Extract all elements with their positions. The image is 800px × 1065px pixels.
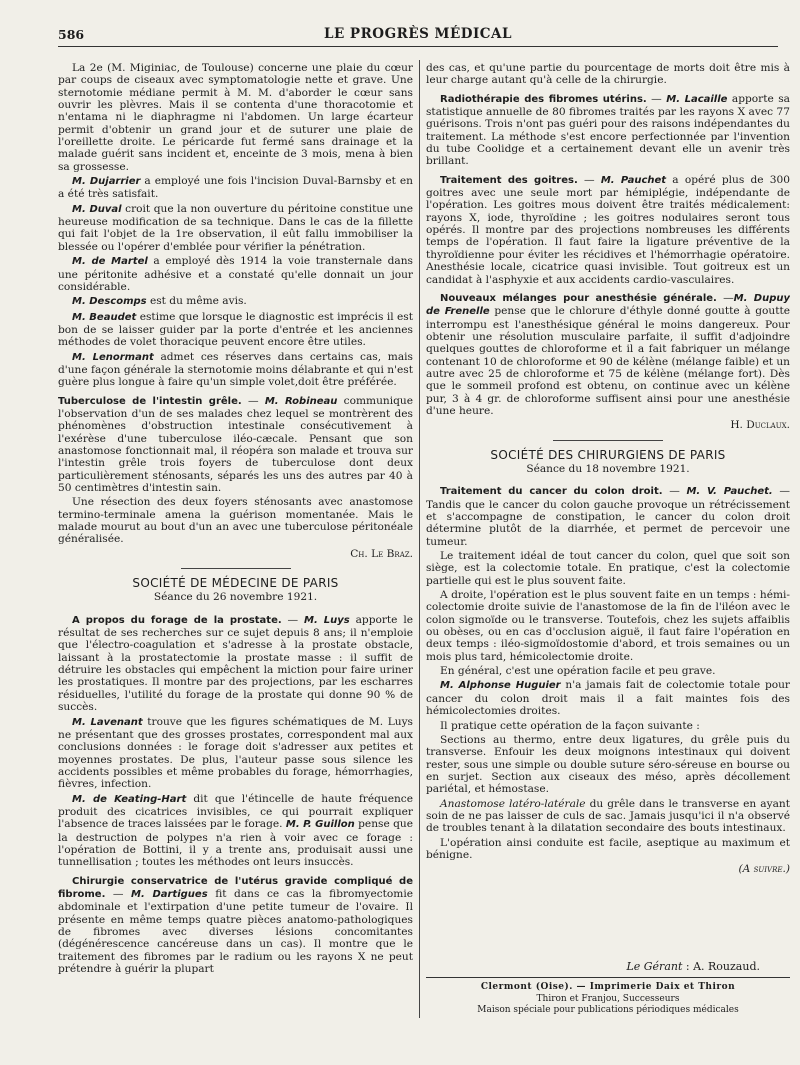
paragraph: En général, c'est une opération facile et peu grave. (440, 665, 716, 678)
left-column (58, 62, 413, 1027)
section-heading: Radiothérapie des fibromes utérins. (440, 93, 647, 105)
society-title: SOCIÉTÉ DE MÉDECINE DE PARIS (132, 576, 339, 591)
session-date: Séance du 18 novembre 1921. (526, 462, 690, 475)
section-heading: Traitement du cancer du colon droit. (440, 486, 663, 498)
section-heading: Nouveaux mélanges pour anesthésie générale. (440, 292, 717, 304)
paragraph: Nouveaux mélanges pour anesthésie générale. —M. Dupuy de Frenelle pense que le chlorure d'éthyle donné goutte à goutte interrompu est l'anesthésique général le moins dangereux. Pour obtenir une résolution musculaire parfaite, il suffit d'adjoindre quelques gouttes de chloroforme et il a fait fabriquer un mélange contenant 10 de chloroforme et 90 de kélène (mélange faible) et un autre avec 25 de chloroforme et 75 de kélène (mélange fort). Dès que le sommeil profond est obtenu, on continue avec un kélène pur, 3 à 4 gr. de chloroforme suffisent ainsi pour une anesthésie d'une heure. (426, 291, 790, 417)
paragraph: M. Lenormant admet ces réserves dans certains cas, mais d'une façon générale la sternotomie moins délabrante et qui n'est guère plus longue à faire qu'un simple volet,doit être préférée. (58, 350, 413, 389)
paragraph: L'opération ainsi conduite est facile, aseptique au maximum et bénigne. (426, 836, 790, 861)
section-heading: Tuberculose de l'intestin grêle. (58, 395, 242, 407)
paragraph: A propos du forage de la prostate. — M. Luys apporte le résultat de ses recherches sur ce sujet depuis 8 ans; il n'emploie que l'électro-coagulation et s'adresse à la prostate obstacle, laissant à la prostatectomie la prostate masse : il suffit de détruire les obstacles qui empêchent la miction pour faire uriner les prostatiques. Il montre par des projections, par les escharres résiduelles, l'utilité du forage de la prostate qui donne 90 % de succès. (58, 613, 413, 714)
paragraph: M. Alphonse Huguier n'a jamais fait de colectomie totale pour cancer du colon droit mais il a fait maintes fois des hémicolectomies droites. (426, 679, 790, 718)
paragraph: M. Dujarrier a employé une fois l'incision Duval-Barnsby et en a été très satisfait. (58, 175, 413, 201)
paragraph: Traitement du cancer du colon droit. — M. V. Pauchet. — Tandis que le cancer du colon gauche provoque un rétrécissement et s'accompagne de constipation, le cancer du colon droit détermine plutôt de la diarrhée, et permet de percevoir une tumeur. (426, 485, 790, 548)
paragraph: M. Lavenant trouve que les figures schématiques de M. Luys ne présentant que des grosses prostates, correspondent mal aux conclusions données : le forage doit s'adresser aux petites et moyennes prostates. De plus, l'auteur passe sous silence les accidents possibles et même probables du forage, hémorrhagies, fièvres, infection. (58, 715, 413, 791)
paragraph: Traitement des goitres. — M. Pauchet a opéré plus de 300 goitres avec une seule mort par hémiplégie, indépendante de l'opération. Les goitres mous doivent être traités médicalement: rayons X, iode, thyroïdine ; les goitres nodulaires seront tous opérés. Il montre par des projections nombreuses les différents temps de l'opération. Il faut faire la ligature préventive de la thyroïdienne pour éviter les récidives et l'hémorrhagie opératoire. Anesthésie locale, cicatrice quasi invisible. Tout goitreux est un candidat à l'asphyxie et aux accidents cardio-vasculaires. (426, 173, 790, 286)
section-heading: Chirurgie conservatrice de l'utérus gravide compliqué de fibrome. (58, 875, 413, 900)
paragraph: Sections au thermo, entre deux ligatures, du grêle puis du transverse. Enfouir les deux moignons intestinaux qui doivent rester, sous une simple ou double suture séro-séreuse en bourse ou en surjet. Section aux ciseaux des méso, après décollement pariétal, et hémostase. (426, 733, 790, 796)
paragraph: La 2e (M. Miginiac, de Toulouse) concerne une plaie du cœur par coups de ciseaux avec symptomatologie nette et grave. Une sternotomie médiane permit à M. M. d'aborder le cœur sans ouvrir les plèvres. Mais il se contenta d'une thoracotomie et n'entama ni le diaphragme ni l'abdomen. Un large écarteur permit d'obtenir un grand jour et de suturer une plaie de l'oreillette droite. Le péricarde fut fermé sans drainage et la malade guérit sans incident et, enceinte de 3 mois, mena à bien sa grossesse. (58, 62, 413, 173)
printer-info (426, 982, 790, 1017)
right-column (426, 62, 790, 1002)
paragraph: Une résection des deux foyers sténosants avec anastomose termino-terminale amena la guérison momentanée. Mais le malade mourut au bout d'un an avec une tuberculose péritonéale généralisée. (58, 496, 413, 546)
author-signature: H. Duclaux. (730, 419, 790, 432)
paragraph: Anastomose latéro-latérale du grêle dans le transverse en ayant soin de ne pas laisser de culs de sac. Jamais jusqu'ici il n'a observé de troubles tenant à la dilatation secondaire des bouts intestinaux. (426, 797, 790, 835)
section-heading: Traitement des goitres. (440, 174, 578, 186)
paragraph: Radiothérapie des fibromes utérins. — M. Lacaille apporte sa statistique annuelle de 80 fibromes traités par les rayons X avec 77 guérisons. Trois n'ont pas guéri pour des raisons indépendantes du traitement. La méthode s'est encore perfectionnée par l'invention du tube Coolidge et a certainement devant elle un avenir très brillant. (426, 92, 790, 168)
paragraph: Chirurgie conservatrice de l'utérus gravide compliqué de fibrome. — M. Dartigues fit dans ce cas la fibromyectomie abdominale et l'extirpation d'une petite tumeur de l'ovaire. Il présente en même temps quatre pièces anatomo-pathologiques de fibromes avec diverses lésions concomitantes (dégénérescence cancéreuse dans un cas). Il montre que le traitement des fibromes par le radium ou les rayons X ne peut prétendre à guérir la plupart (58, 875, 413, 976)
paragraph: Il pratique cette opération de la façon suivante : (440, 719, 700, 732)
footer-rule (426, 977, 790, 978)
paragraph: M. Descomps est du même avis. (72, 295, 247, 308)
paragraph: A droite, l'opération est le plus souvent faite en un temps : hémi-colectomie droite suivie de l'anastomose de la fin de l'iléon avec le colon sigmoïde ou le transverse. Toutefois, chez les sujets affaiblis ou obèses, ou en cas d'occlusion aiguë, il faut faire l'opération en deux temps : iléo-sigmoïdostomie d'abord, et trois semaines ou un mois plus tard, hémicolectomie droite. (426, 589, 790, 663)
paragraph: M. Beaudet estime que lorsque le diagnostic est imprécis il est bon de se laisser guider par la porte d'entrée et les anciennes méthodes de volet thoracique peuvent encore être utiles. (58, 310, 413, 349)
paragraph: Tuberculose de l'intestin grêle. — M. Robineau communique l'observation d'un de ses malades chez lequel se montrèrent des phénomènes d'obstruction intestinale consécutivement à l'exérèse d'une tuberculose iléo-cæcale. Pensant que son anastomose fonctionnait mal, il réopéra son malade et trouva sur l'intestin grêle trois foyers de tuberculose dont deux particulièrement sténosants, séparés les uns des autres par 40 à 50 centimètres d'intestin sain. (58, 394, 413, 494)
page-number: 586 (58, 27, 85, 42)
page-header (58, 24, 778, 47)
paragraph: des cas, et qu'une partie du pourcentage de morts doit être mis à leur charge autant qu'à celle de la chirurgie. (426, 62, 790, 87)
printer-line: Maison spéciale pour publications périodiques médicales (477, 1005, 739, 1015)
paragraph: Le traitement idéal de tout cancer du colon, quel que soit son siège, est la colectomie totale. En pratique, c'est la colectomie partielle qui est le plus souvent faite. (426, 550, 790, 587)
manager-line: Le Gérant : A. Rouzaud. (626, 960, 760, 973)
page-footer (426, 960, 790, 1017)
paragraph: M. de Keating-Hart dit que l'étincelle de haute fréquence produit des cicatrices invisibles, ce qui pourrait expliquer l'absence de traces laissées par le forage. M. P. Guillon pense que la destruction de polypes n'a rien à voir avec ce forage : l'opération de Bottini, il y a trente ans, produisait aussi une tunnellisation ; toutes les méthodes ont leurs insuccès. (58, 792, 413, 869)
to-be-continued: (A suivre.) (738, 863, 790, 876)
section-heading: A propos du forage de la prostate. (72, 614, 282, 626)
paragraph: M. Duval croit que la non ouverture du péritoine constitue une heureuse modification de sa technique. Dans le cas de la fillette qui fait l'objet de la 1re observation, il eût fallu immobiliser la blessée ou l'opérer d'emblée pour vérifier la pénétration. (58, 202, 413, 253)
society-title: SOCIÉTÉ DES CHIRURGIENS DE PARIS (490, 447, 726, 462)
separator-rule (181, 568, 291, 569)
printer-line: Thiron et Franjou, Successeurs (536, 993, 680, 1004)
printer-line: Clermont (Oise). — Imprimerie Daix et Thiron (480, 982, 736, 992)
column-divider (419, 60, 420, 1018)
separator-rule (553, 440, 663, 441)
paragraph: M. de Martel a employé dès 1914 la voie transternale dans une péritonite adhésive et a constaté qu'elle donnait un jour considérable. (58, 255, 413, 293)
journal-title: LE PROGRÈS MÉDICAL (323, 26, 513, 42)
session-date: Séance du 26 novembre 1921. (153, 591, 318, 604)
author-signature: Ch. Le Braz. (350, 547, 413, 560)
